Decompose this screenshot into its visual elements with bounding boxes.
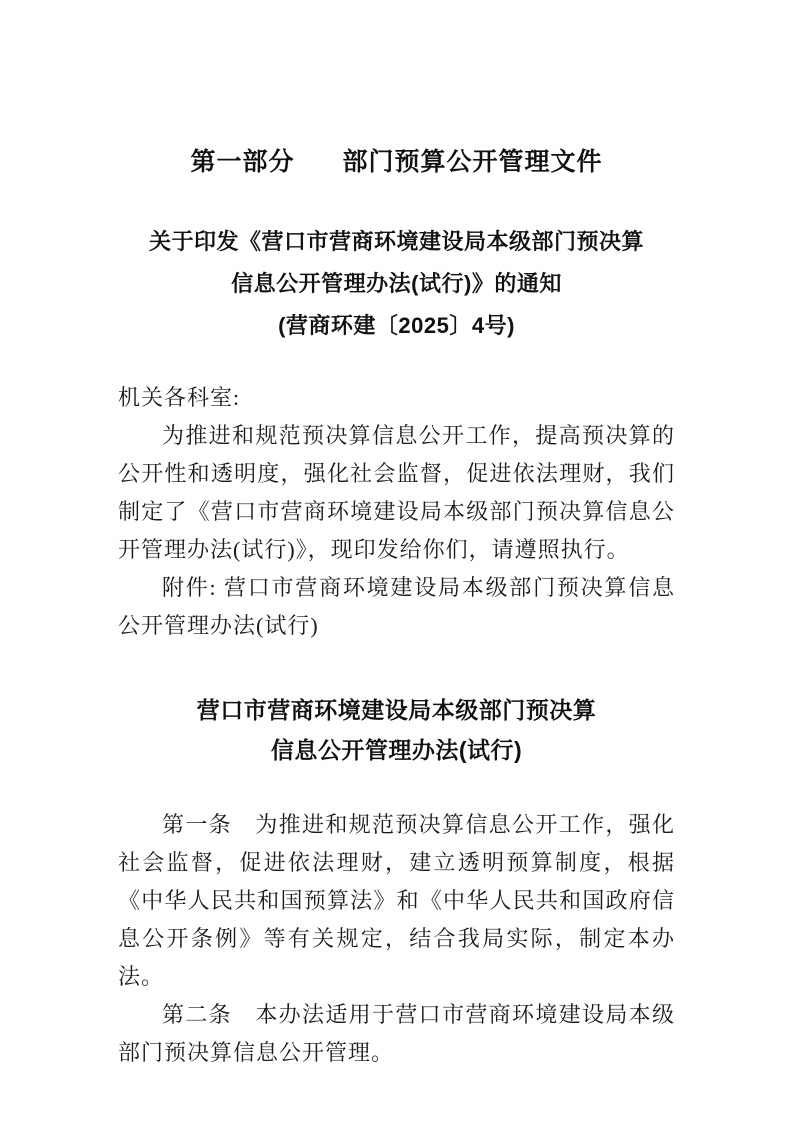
- notice-title-line2: 信息公开管理办法(试行)》的通知: [231, 271, 562, 296]
- attachment-reference: 附件: 营口市营商环境建设局本级部门预决算信息公开管理办法(试行): [118, 575, 675, 638]
- notice-paragraph: 为推进和规范预决算信息公开工作，提高预决算的公开性和透明度，强化社会监督，促进依法理财，我们制定了《营口市营商环境建设局本级部门预决算信息公开管理办法(试行)》，现印发给你们，请遵照执行。: [118, 423, 675, 562]
- notice-body: [118, 379, 675, 645]
- article-1: 第一条 为推进和规范预决算信息公开工作，强化社会监督，促进依法理财，建立透明预算制度，根据《中华人民共和国预算法》和《中华人民共和国政府信息公开条例》等有关规定，结合我局实际，制定本办法。: [118, 812, 675, 989]
- measures-body: [118, 806, 675, 1072]
- salutation: 机关各科室:: [118, 385, 241, 410]
- notice-doc-number: (营商环建〔2025〕4号): [278, 313, 515, 338]
- measures-title-line1: 营口市营商环境建设局本级部门预决算: [196, 697, 597, 723]
- part-heading: [118, 147, 675, 177]
- article-2: 第二条 本办法适用于营口市营商环境建设局本级部门预决算信息公开管理。: [118, 1002, 675, 1065]
- part-heading-title: 部门预算公开管理文件: [342, 148, 603, 176]
- notice-title: [118, 221, 675, 347]
- measures-title: [118, 690, 675, 770]
- notice-title-line1: 关于印发《营口市营商环境建设局本级部门预决算: [148, 229, 644, 254]
- part-heading-label: 第一部分: [190, 148, 295, 176]
- measures-title-line2: 信息公开管理办法(试行): [270, 737, 523, 763]
